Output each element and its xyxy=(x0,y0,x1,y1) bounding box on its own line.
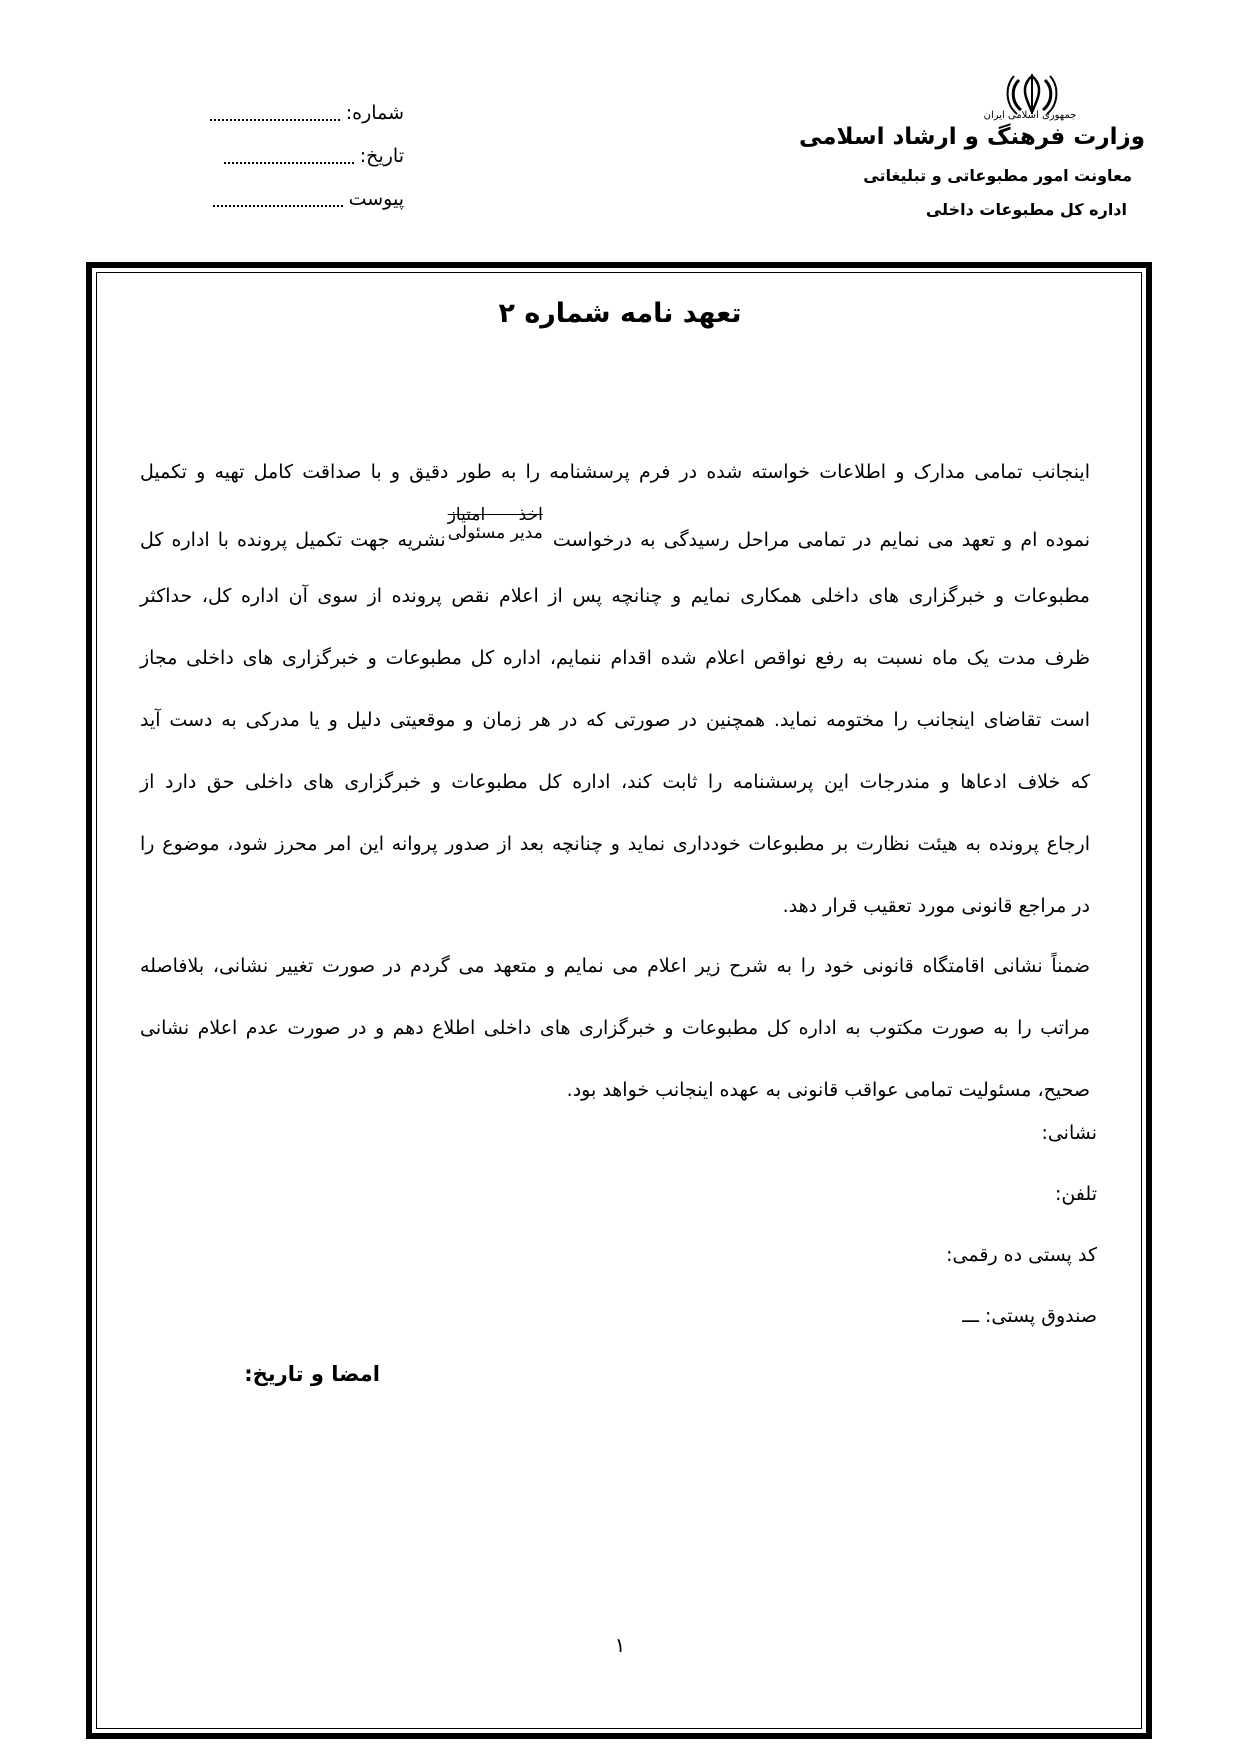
body-line-8: در مراجع قانونی مورد تعقیب قرار دهد. xyxy=(782,895,1090,917)
signature-date-label: امضا و تاریخ: xyxy=(244,1362,380,1386)
body-line-2 xyxy=(140,504,1090,564)
body-line-10: مراتب را به صورت مکتوب به اداره کل مطبوعات و خبرگزاری های داخلی اطلاع دهم و در صورت عدم اعلام نشانی xyxy=(140,1017,1090,1039)
address-field-label: نشانی: xyxy=(1041,1122,1097,1144)
attachment-label: پیوست xyxy=(348,188,404,210)
body-line-2-end: نشریه جهت تکمیل پرونده با اداره کل xyxy=(140,529,446,551)
attachment-line xyxy=(213,188,404,210)
number-label: شماره: xyxy=(345,102,404,124)
po-box-field-label: صندوق پستی: ـــ xyxy=(962,1305,1097,1327)
country-name: جمهوری اسلامی ایران xyxy=(983,110,1077,121)
body-line-2-start: نموده ام و تعهد می نمایم در تمامی مراحل رسیدگی به درخواست xyxy=(552,529,1090,551)
date-dots xyxy=(224,162,354,164)
number-dots xyxy=(210,119,340,121)
attachment-dots xyxy=(213,205,343,207)
body-line-3: مطبوعات و خبرگزاری های داخلی همکاری نمایم و چنانچه پس از اعلام نقص پرونده از سوی آن اداره کل، حداکثر xyxy=(140,585,1090,607)
struck-text: اخذ امتیاز xyxy=(447,505,543,525)
body-line-4: ظرف مدت یک ماه نسبت به رفع نواقص اعلام شده اقدام ننمایم، اداره کل مطبوعات و خبرگزاری های داخلی مجاز xyxy=(140,647,1090,669)
deputy-name: معاونت امور مطبوعاتی و تبلیغاتی xyxy=(863,166,1132,185)
body-line-1: اینجانب تمامی مدارک و اطلاعات خواسته شده در فرم پرسشنامه را به طور دقیق و با صداقت کامل تهیه و تکمیل xyxy=(140,461,1090,483)
body-line-6: که خلاف ادعاها و مندرجات این پرسشنامه را ثابت کند، اداره کل مطبوعات و خبرگزاری های داخلی حق دارد از xyxy=(140,771,1090,793)
body-line-5: است تقاضای اینجانب را مختومه نماید. همچنین در صورتی که در هر زمان و موقعیتی دلیل و یا مدرکی به دست آید xyxy=(140,709,1090,731)
replacement-text: مدیر مسئولی xyxy=(447,523,543,543)
office-name: اداره کل مطبوعات داخلی xyxy=(925,200,1127,219)
phone-field-label: تلفن: xyxy=(1054,1183,1097,1205)
correction-mark xyxy=(446,504,545,544)
ministry-name: وزارت فرهنگ و ارشاد اسلامی xyxy=(798,124,1145,150)
date-label: تاریخ: xyxy=(359,145,404,167)
number-line xyxy=(210,102,404,124)
page-number: ۱ xyxy=(614,1633,626,1657)
body-line-7: ارجاع پرونده به هیئت نظارت بر مطبوعات خودداری نماید و چنانچه بعد از صدور پروانه این امر محرز شود، موضوع را xyxy=(140,833,1090,855)
body-line-9: ضمناً نشانی اقامتگاه قانونی خود را به شرح زیر اعلام می نمایم و متعهد می گردم در صورت تغییر نشانی، بلافاصله xyxy=(140,955,1090,977)
body-line-11: صحیح، مسئولیت تمامی عواقب قانونی به عهده اینجانب خواهد بود. xyxy=(566,1079,1090,1101)
document-title: تعهد نامه شماره ۲ xyxy=(498,298,742,329)
postal-code-field-label: کد پستی ده رقمی: xyxy=(946,1244,1097,1266)
date-line xyxy=(224,145,404,167)
